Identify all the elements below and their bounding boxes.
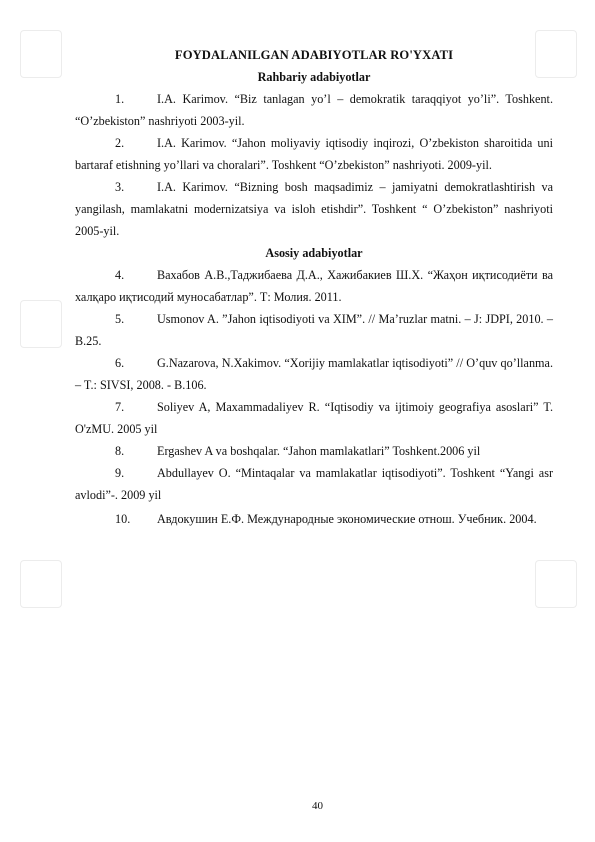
list-item [75, 176, 553, 242]
list-item [75, 132, 553, 176]
item-number: 6. [115, 356, 125, 370]
item-number: 5. [115, 312, 125, 326]
item-text: Abdullayev O. “Mintaqalar va mamlakatlar iqtisodiyoti”. Toshkent “Yangi asr avlodi”-. 2009 yil [75, 466, 553, 502]
item-number: 10. [115, 512, 131, 526]
watermark-shape [20, 560, 62, 608]
list-item [75, 462, 553, 506]
item-number: 3. [115, 180, 125, 194]
item-number: 8. [115, 444, 125, 458]
item-text: Авдокушин Е.Ф. Международные экономические отнош. Учебник. 2004. [157, 512, 537, 526]
list-item [75, 88, 553, 132]
watermark-shape [20, 30, 62, 78]
bibliography [75, 44, 553, 532]
item-number: 9. [115, 466, 125, 480]
list-item [75, 396, 553, 440]
watermark-shape [535, 560, 577, 608]
item-text: I.A. Karimov. “Biz tanlagan yo’l – demokratik taraqqiyot yo’li”. Toshkent. “O’zbekiston” nashriyoti 2003-yil. [75, 92, 553, 128]
section-title-asosiy: Asosiy adabiyotlar [265, 246, 363, 260]
page-number: 40 [312, 800, 323, 812]
item-text: Ergashev A va boshqalar. “Jahon mamlakatlari” Toshkent.2006 yil [157, 444, 481, 458]
item-text: Вахабов А.В.,Таджибаева Д.А., Хажибакиев Ш.Х. “Жаҳон иқтисодиёти ва халқаро иқтисодий муносабатлар”. Т: Молия. 2011. [75, 268, 553, 304]
section-title-rahbariy: Rahbariy adabiyotlar [257, 70, 371, 84]
list-item [75, 264, 553, 308]
item-number: 4. [115, 268, 125, 282]
list-item [75, 352, 553, 396]
item-text: Soliyev A, Maxammadaliyev R. “Iqtisodiy va ijtimoiy geografiya asoslari” T. O'zMU. 2005 yil [75, 400, 553, 436]
list-item [75, 440, 553, 462]
item-text: I.A. Karimov. “Bizning bosh maqsadimiz – jamiyatni demokratlashtirish va yangilash, mamlakatni modernizatsiya va isloh etishdir”. Toshkent “ O’zbekiston” nashriyoti 2005-yil. [75, 180, 553, 238]
list-item [75, 308, 553, 352]
item-number: 1. [115, 92, 125, 106]
item-text: Usmonov A. ”Jahon iqtisodiyoti va XIM”. // Ma’ruzlar matni. – J: JDPI, 2010. – B.25. [75, 312, 553, 348]
list-item [75, 506, 553, 532]
item-number: 7. [115, 400, 125, 414]
item-text: I.A. Karimov. “Jahon moliyaviy iqtisodiy inqirozi, O’zbekiston sharoitida uni bartaraf etishning yo’llari va choralari”. Toshkent “O’zbekiston” nashriyoti. 2009-yil. [75, 136, 553, 172]
item-number: 2. [115, 136, 125, 150]
watermark-shape [20, 300, 62, 348]
page-title: FOYDALANILGAN ADABIYOTLAR RO'YXATI [174, 48, 454, 62]
item-text: G.Nazarova, N.Xakimov. “Xorijiy mamlakatlar iqtisodiyoti” // O’quv qo’llanma. – T.: SIVSI, 2008. - B.106. [75, 356, 553, 392]
